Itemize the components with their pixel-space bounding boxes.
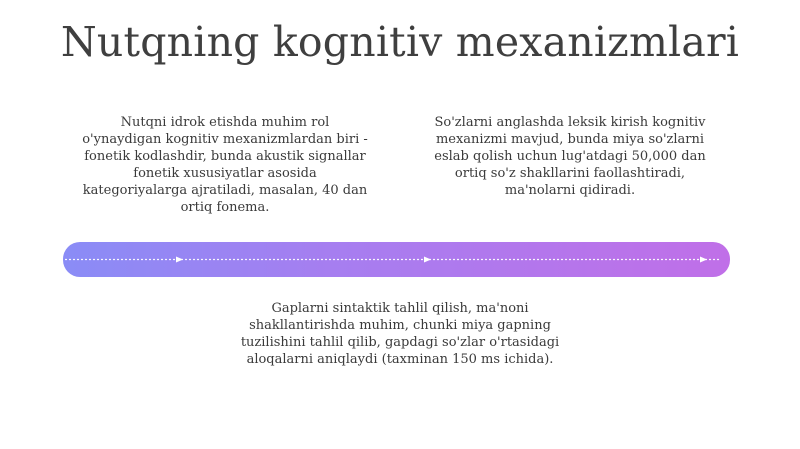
arrow-right-icon <box>176 257 183 263</box>
arrow-right-icon <box>424 257 431 263</box>
arrow-right-icon <box>700 257 707 263</box>
slide-title: Nutqning kognitiv mexanizmlari <box>60 18 740 66</box>
paragraph-phonetic-coding: Nutqni idrok etishda muhim rol o'ynaydigan kognitiv mexanizmlardan biri - fonetik kodlashdir, bunda akustik signallar fonetik xususiyatlar asosida kategoriyalarga ajratiladi, masalan, 40 dan ortiq fonema. <box>82 115 368 215</box>
paragraph-syntactic-analysis: Gaplarni sintaktik tahlil qilish, ma'noni shakllantirishda muhim, chunki miya gapning tuzilishini tahlil qilib, gapdagi so'zlar o'rtasidagi aloqalarni aniqlaydi (taxminan 150 ms ichida). <box>240 301 560 367</box>
timeline-bar <box>63 242 730 277</box>
timeline-dashed-line <box>63 242 730 277</box>
paragraph-lexical-access: So'zlarni anglashda leksik kirish kognitiv mexanizmi mavjud, bunda miya so'zlarni eslab qolish uchun lug'atdagi 50,000 dan ortiq so'z shakllarini faollashtiradi, ma'nolarni qidiradi. <box>434 115 706 198</box>
